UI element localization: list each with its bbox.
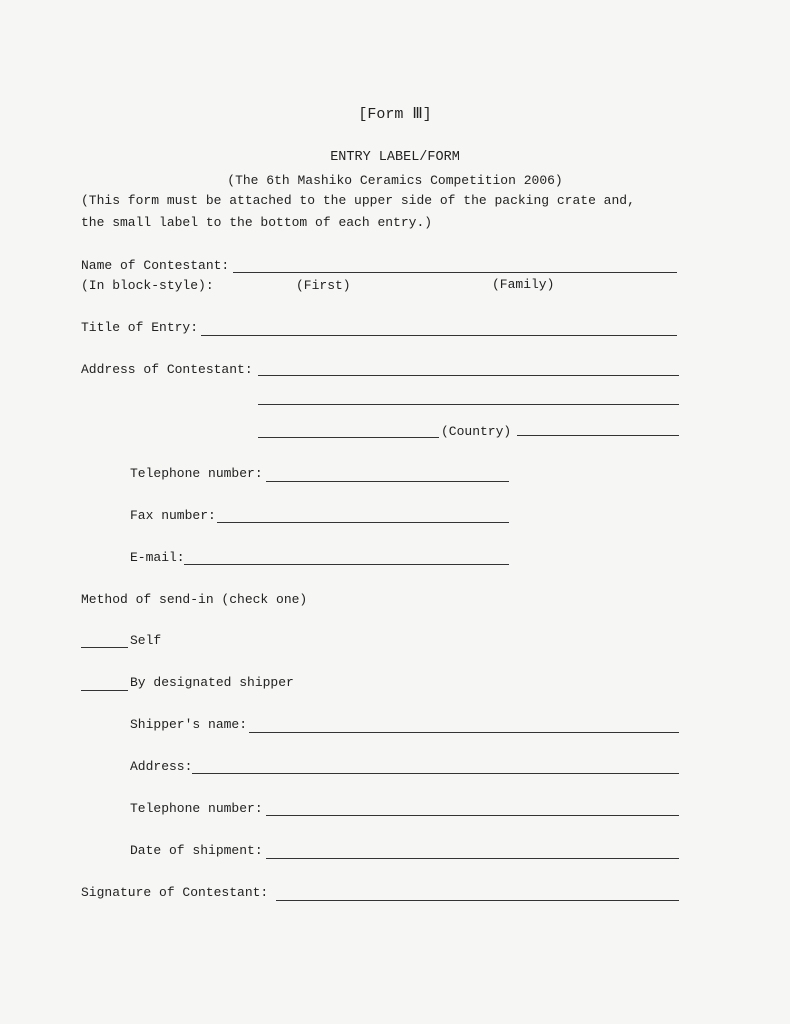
form-title: ENTRY LABEL/FORM xyxy=(330,150,460,165)
shipper-checkbox-line[interactable] xyxy=(81,690,128,691)
signature-line[interactable] xyxy=(276,900,679,901)
signature-label: Signature of Contestant: xyxy=(81,885,269,900)
shipper-telephone-line[interactable] xyxy=(266,815,679,816)
first-name-hint: (First) xyxy=(296,278,351,293)
send-in-heading: Method of send-in (check one) xyxy=(81,592,308,607)
fax-line[interactable] xyxy=(217,522,509,523)
shipment-date-line[interactable] xyxy=(266,858,679,859)
shipper-option-label: By designated shipper xyxy=(130,675,294,690)
shipper-address-label: Address: xyxy=(130,759,193,774)
shipper-address-line[interactable] xyxy=(192,773,679,774)
shipper-telephone-label: Telephone number: xyxy=(130,801,263,816)
address-label: Address of Contestant: xyxy=(81,362,253,377)
address-line-2[interactable] xyxy=(258,404,679,405)
country-line[interactable] xyxy=(517,435,679,436)
self-option-label: Self xyxy=(130,633,162,648)
form-note-line-1: (This form must be attached to the upper side of the packing crate and, xyxy=(81,193,635,208)
form-subtitle: (The 6th Mashiko Ceramics Competition 2006) xyxy=(227,173,563,188)
title-of-entry-line[interactable] xyxy=(201,335,677,336)
telephone-label: Telephone number: xyxy=(130,466,263,481)
form-note-line-2: the small label to the bottom of each entry.) xyxy=(81,215,433,230)
name-field-line[interactable] xyxy=(233,272,677,273)
country-label: (Country) xyxy=(441,424,512,439)
email-line[interactable] xyxy=(184,564,509,565)
telephone-line[interactable] xyxy=(266,481,509,482)
form-number: [Form Ⅲ] xyxy=(358,106,432,123)
name-label: Name of Contestant: xyxy=(81,258,230,273)
shipper-name-label: Shipper's name: xyxy=(130,717,248,732)
address-city-line[interactable] xyxy=(258,437,439,438)
email-label: E-mail: xyxy=(130,550,185,565)
address-line-1[interactable] xyxy=(258,375,679,376)
title-of-entry-label: Title of Entry: xyxy=(81,320,199,335)
block-style-label: (In block-style): xyxy=(81,278,214,293)
self-checkbox-line[interactable] xyxy=(81,647,128,648)
family-name-hint: (Family) xyxy=(492,277,555,292)
shipment-date-label: Date of shipment: xyxy=(130,843,263,858)
fax-label: Fax number: xyxy=(130,508,216,523)
shipper-name-line[interactable] xyxy=(249,732,679,733)
